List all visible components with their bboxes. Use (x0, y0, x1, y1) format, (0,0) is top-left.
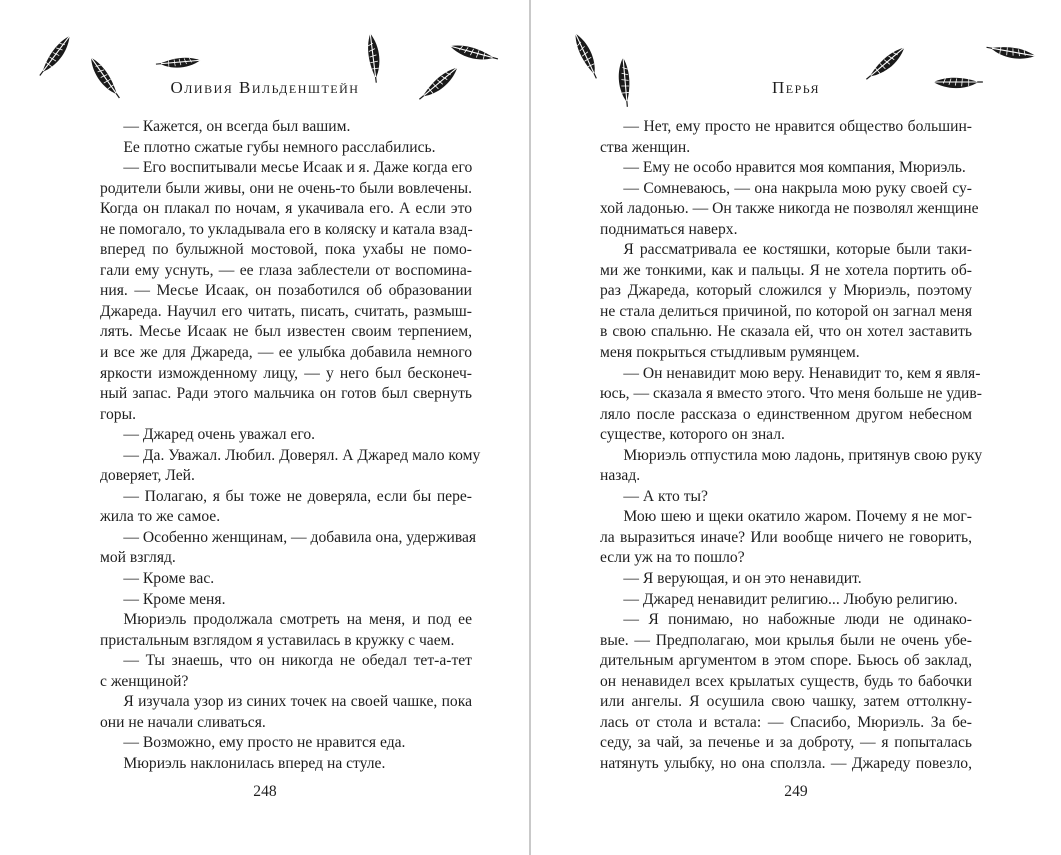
text-line: яркости изможденному лицу, — у него был бесконеч- (100, 364, 472, 382)
text-line: — А кто ты? (623, 487, 708, 505)
text-line: — Я понимаю, но набожные люди не одинако- (623, 611, 972, 629)
text-line: они не начали сливаться. (100, 713, 266, 731)
text-line: — Возможно, ему просто не нравится еда. (123, 734, 406, 752)
text-line: — Да. Уважал. Любил. Доверял. А Джаред мало кому (123, 446, 481, 464)
text-line: лась от стола и встала: — Спасибо, Мюриэль. За бе- (600, 713, 972, 731)
text-line: — Кроме меня. (123, 590, 226, 608)
text-line: вые. — Предполагаю, мои крылья были не очень убе- (600, 631, 972, 649)
text-line: и все же для Джареда, — ее улыбка добавила немного (100, 344, 472, 362)
text-line: меня покрыться стыдливым румянцем. (600, 344, 860, 362)
page-number: 248 (253, 783, 277, 800)
text-line: — Я верующая, и он это ненавидит. (623, 570, 862, 588)
text-line: вперед по булыжной мостовой, пока ухабы не помо- (100, 241, 472, 259)
text-line: или ангелы. Я осушила свою чашку, затем оттолкну- (600, 693, 972, 711)
text-line: — Особенно женщинам, — добавила она, удерживая (123, 528, 477, 546)
running-head: Перья (771, 78, 821, 97)
text-line: Мюриэль наклонилась вперед на стуле. (123, 754, 386, 772)
text-line: ния. — Месье Исаак, он позаботился об образовании (100, 282, 472, 300)
text-line: — Джаред ненавидит религию... Любую религию. (623, 590, 958, 608)
text-line: с женщиной? (100, 672, 189, 690)
text-line: натянуть улыбку, но она сползла. — Джареду повезло, (600, 754, 972, 772)
text-line: Мюриэль продолжала смотреть на меня, и под ее (123, 611, 472, 629)
page-number: 249 (784, 783, 808, 800)
text-line: если уж на то пошло? (600, 549, 745, 567)
text-line: ла выразиться иначе? Или вообще ничего не говорить, (600, 528, 972, 546)
text-line: гали ему уснуть, — ее глаза заблестели от воспомина- (100, 261, 472, 279)
text-line: назад. (600, 467, 641, 485)
text-line: не стала делиться причиной, по которой он загнал меня (600, 302, 972, 320)
text-line: дительным аргументом в этом споре. Бьюсь об заклад, (600, 652, 972, 670)
text-line: лять. Месье Исаак не был известен своим терпением, (100, 323, 472, 341)
text-line: ми же тонкими, как и пальцы. Я не хотела портить об- (600, 261, 972, 279)
text-line: седу, за чай, за печенье и за доброту, — я попыталась (600, 734, 972, 752)
text-line: — Нет, ему просто не нравится общество большин- (623, 118, 972, 135)
text-line: ный запас. Ради этого мальчика он готов был свернуть (100, 385, 472, 403)
text-line: — Джаред очень уважал его. (123, 426, 316, 444)
text-line: — Ты знаешь, что он никогда не обедал тет-а-тет (123, 652, 472, 670)
text-line: Джареда. Научил его читать, писать, считать, размыш- (100, 302, 472, 320)
text-line: подниматься наверх. (600, 220, 738, 238)
feather-icon (985, 24, 1041, 80)
text-line: существе, которого он знал. (600, 426, 785, 444)
feather-icon (345, 28, 401, 84)
text-line: родители были живы, они не очень-то были вовлечены. (100, 179, 472, 197)
text-line: Мою шею и щеки окатило жаром. Почему я не мог- (623, 508, 972, 526)
feather-icon (559, 28, 610, 79)
text-line: Ее плотно сжатые губы немного расслабились. (123, 138, 436, 156)
running-head: Оливия Вильденштейн (170, 78, 360, 97)
text-line: не помогало, то укладывала его в коляску и катала взад- (100, 220, 473, 238)
text-line: Я рассматривала ее костяшки, которые были таки- (623, 241, 972, 259)
body-text (600, 117, 983, 775)
text-line: — Он ненавидит мою веру. Ненавидит то, кем я явля- (623, 364, 981, 382)
text-line: Мюриэль отпустила мою ладонь, притянув свою руку (623, 446, 983, 464)
text-line: юсь, — сказала я вместо этого. Что меня больше не удив- (600, 385, 982, 403)
left-page (0, 0, 530, 855)
text-line: мой взгляд. (100, 549, 176, 567)
text-line: ляло после рассказа о единственном другом небесном (600, 405, 972, 423)
text-line: горы. (100, 405, 136, 423)
text-line: — Полагаю, я бы тоже не доверяла, если бы пере- (123, 487, 472, 505)
text-line: — Кроме вас. (123, 570, 215, 588)
text-line: в свою спальню. Не сказала ей, что он хотел заставить (600, 323, 972, 341)
text-line: раз Джареда, который сложился у Мюриэль, поэтому (600, 282, 972, 300)
text-line: — Кажется, он всегда был вашим. (123, 118, 351, 135)
text-line: ства женщин. (600, 138, 691, 156)
text-line: доверяет, Лей. (100, 467, 195, 485)
text-line: жила то же самое. (100, 508, 221, 526)
text-line: хой ладонью. — Он также никогда не позволял женщине (600, 200, 979, 218)
text-line: — Ему не особо нравится моя компания, Мюриэль. (623, 159, 966, 177)
right-page (531, 0, 1061, 855)
text-line: — Сомневаюсь, — она накрыла мою руку своей су- (623, 179, 972, 197)
feather-icon (33, 31, 78, 76)
text-line: он ненавидел всех крылатых существ, будь то бабочки (600, 672, 972, 690)
text-line: Я изучала узор из синих точек на своей чашке, пока (123, 693, 472, 711)
body-text (100, 117, 481, 775)
text-line: Когда он плакал по ночам, я укачивала его. А если это (100, 200, 472, 218)
text-line: — Его воспитывали месье Исаак и я. Даже когда его (123, 159, 473, 177)
text-line: пристальным взглядом я уставилась в кружку с чаем. (100, 631, 455, 649)
